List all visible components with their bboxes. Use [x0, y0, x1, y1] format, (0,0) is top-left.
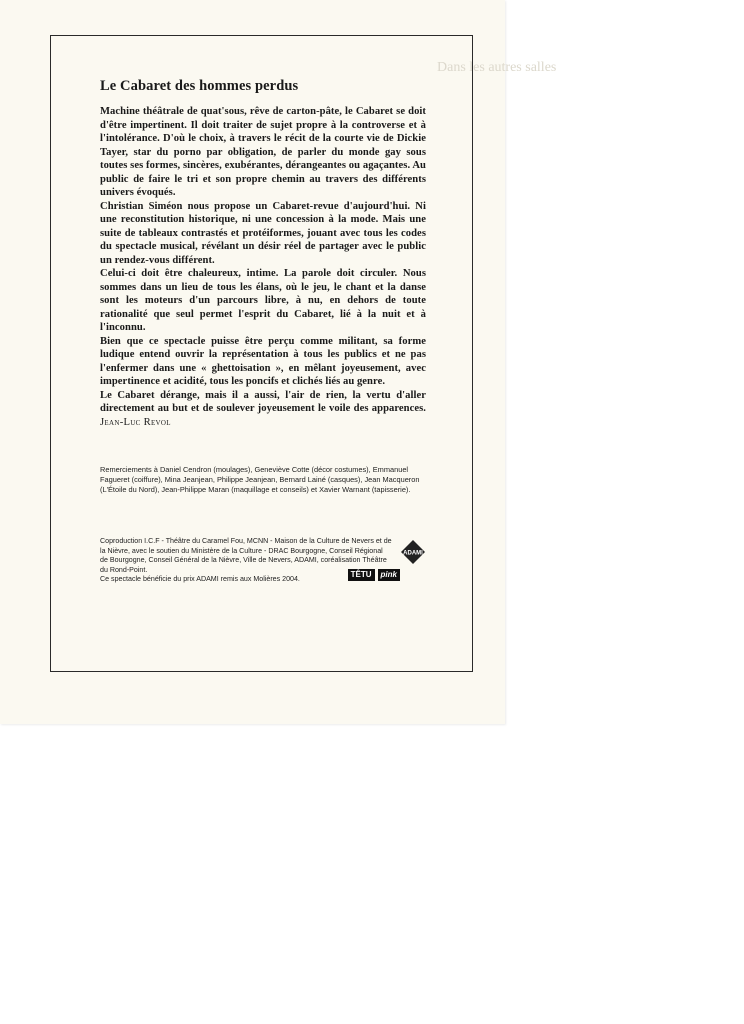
article-title: Le Cabaret des hommes perdus — [100, 78, 299, 94]
article-body — [100, 105, 426, 429]
paragraph — [100, 389, 426, 430]
acknowledgements: Remerciements à Daniel Cendron (moulages), Geneviève Cotte (décor costumes), Emmanuel Fagueret (coiffure), Mina Jeanjean, Philippe Jeanjean, Bernard Lainé (casques), Jean Macqueron (L'Étoile du Nord), Jean-Philippe Maran (maquillage et conseils) et Xavier Warnant (tapisserie). — [100, 465, 420, 494]
article — [100, 78, 426, 585]
production-credits: Coproduction I.C.F - Théâtre du Caramel Fou, MCNN - Maison de la Culture de Nevers et de la Nièvre, avec le soutien du Ministère de la Culture - DRAC Bourgogne, Conseil Régional de Bourgogne, Conseil Général de la Nièvre, Ville de Nevers, ADAMI, coréalisation Théâtre du Rond-Point. — [100, 537, 392, 574]
author-signature: Jean-Luc Revol — [100, 416, 171, 428]
bleed-through-text: Dans les autres salles — [437, 60, 557, 75]
prize-note: Ce spectacle bénéficie du prix ADAMI remis aux Molières 2004. — [100, 575, 300, 584]
adami-logo-text: ADAMI — [403, 550, 423, 557]
pink-logo: pink — [378, 569, 400, 581]
sponsor-logos — [348, 569, 400, 581]
last-paragraph-text: Le Cabaret dérange, mais il a aussi, l'air de rien, la vertu d'aller directement au but et de soulever joyeusement le voile des apparences. — [100, 389, 426, 414]
paragraph: Christian Siméon nous propose un Cabaret-revue d'aujourd'hui. Ni une reconstitution historique, ni une concession à la mode. Mais une suite de tableaux contrastés et protéiformes, jouant avec tous les codes du spectacle musical, révélant un désir réel de partager avec le public un rendez-vous différent. — [100, 200, 426, 266]
paragraph: Machine théâtrale de quat'sous, rêve de carton-pâte, le Cabaret se doit d'être impertinent. Il doit traiter de sujet propre à la controverse et à l'intolérance. D'où le choix, à travers le récit de la courte vie de Dickie Tayer, star du porno par obligation, de parler du monde gay sous toutes ses formes, sincères, exubérantes, dérangeantes ou agaçantes. Au public de faire le tri et son propre chemin au travers des différents univers évoqués. — [100, 106, 426, 198]
paragraph: Celui-ci doit être chaleureux, intime. La parole doit circuler. Nous sommes dans un lieu de tous les élans, où le jeu, le chant et la danse sont les moteurs d'un parcours libre, à nu, en dehors de toute rationalité que seul permet l'esprit du Cabaret, lié à la nuit et à l'inconnu. — [100, 268, 426, 333]
tetu-logo: TÊTU — [348, 569, 375, 581]
paragraph: Bien que ce spectacle puisse être perçu comme militant, sa forme ludique entend ouvrir la représentation à tous les publics et ne pas l'enfermer dans une « ghettoisation », en mêlant joyeusement, avec impertinence et acidité, tous les poncifs et clichés liés au genre. — [100, 335, 426, 387]
production-block — [100, 537, 426, 585]
adami-logo — [400, 539, 426, 565]
